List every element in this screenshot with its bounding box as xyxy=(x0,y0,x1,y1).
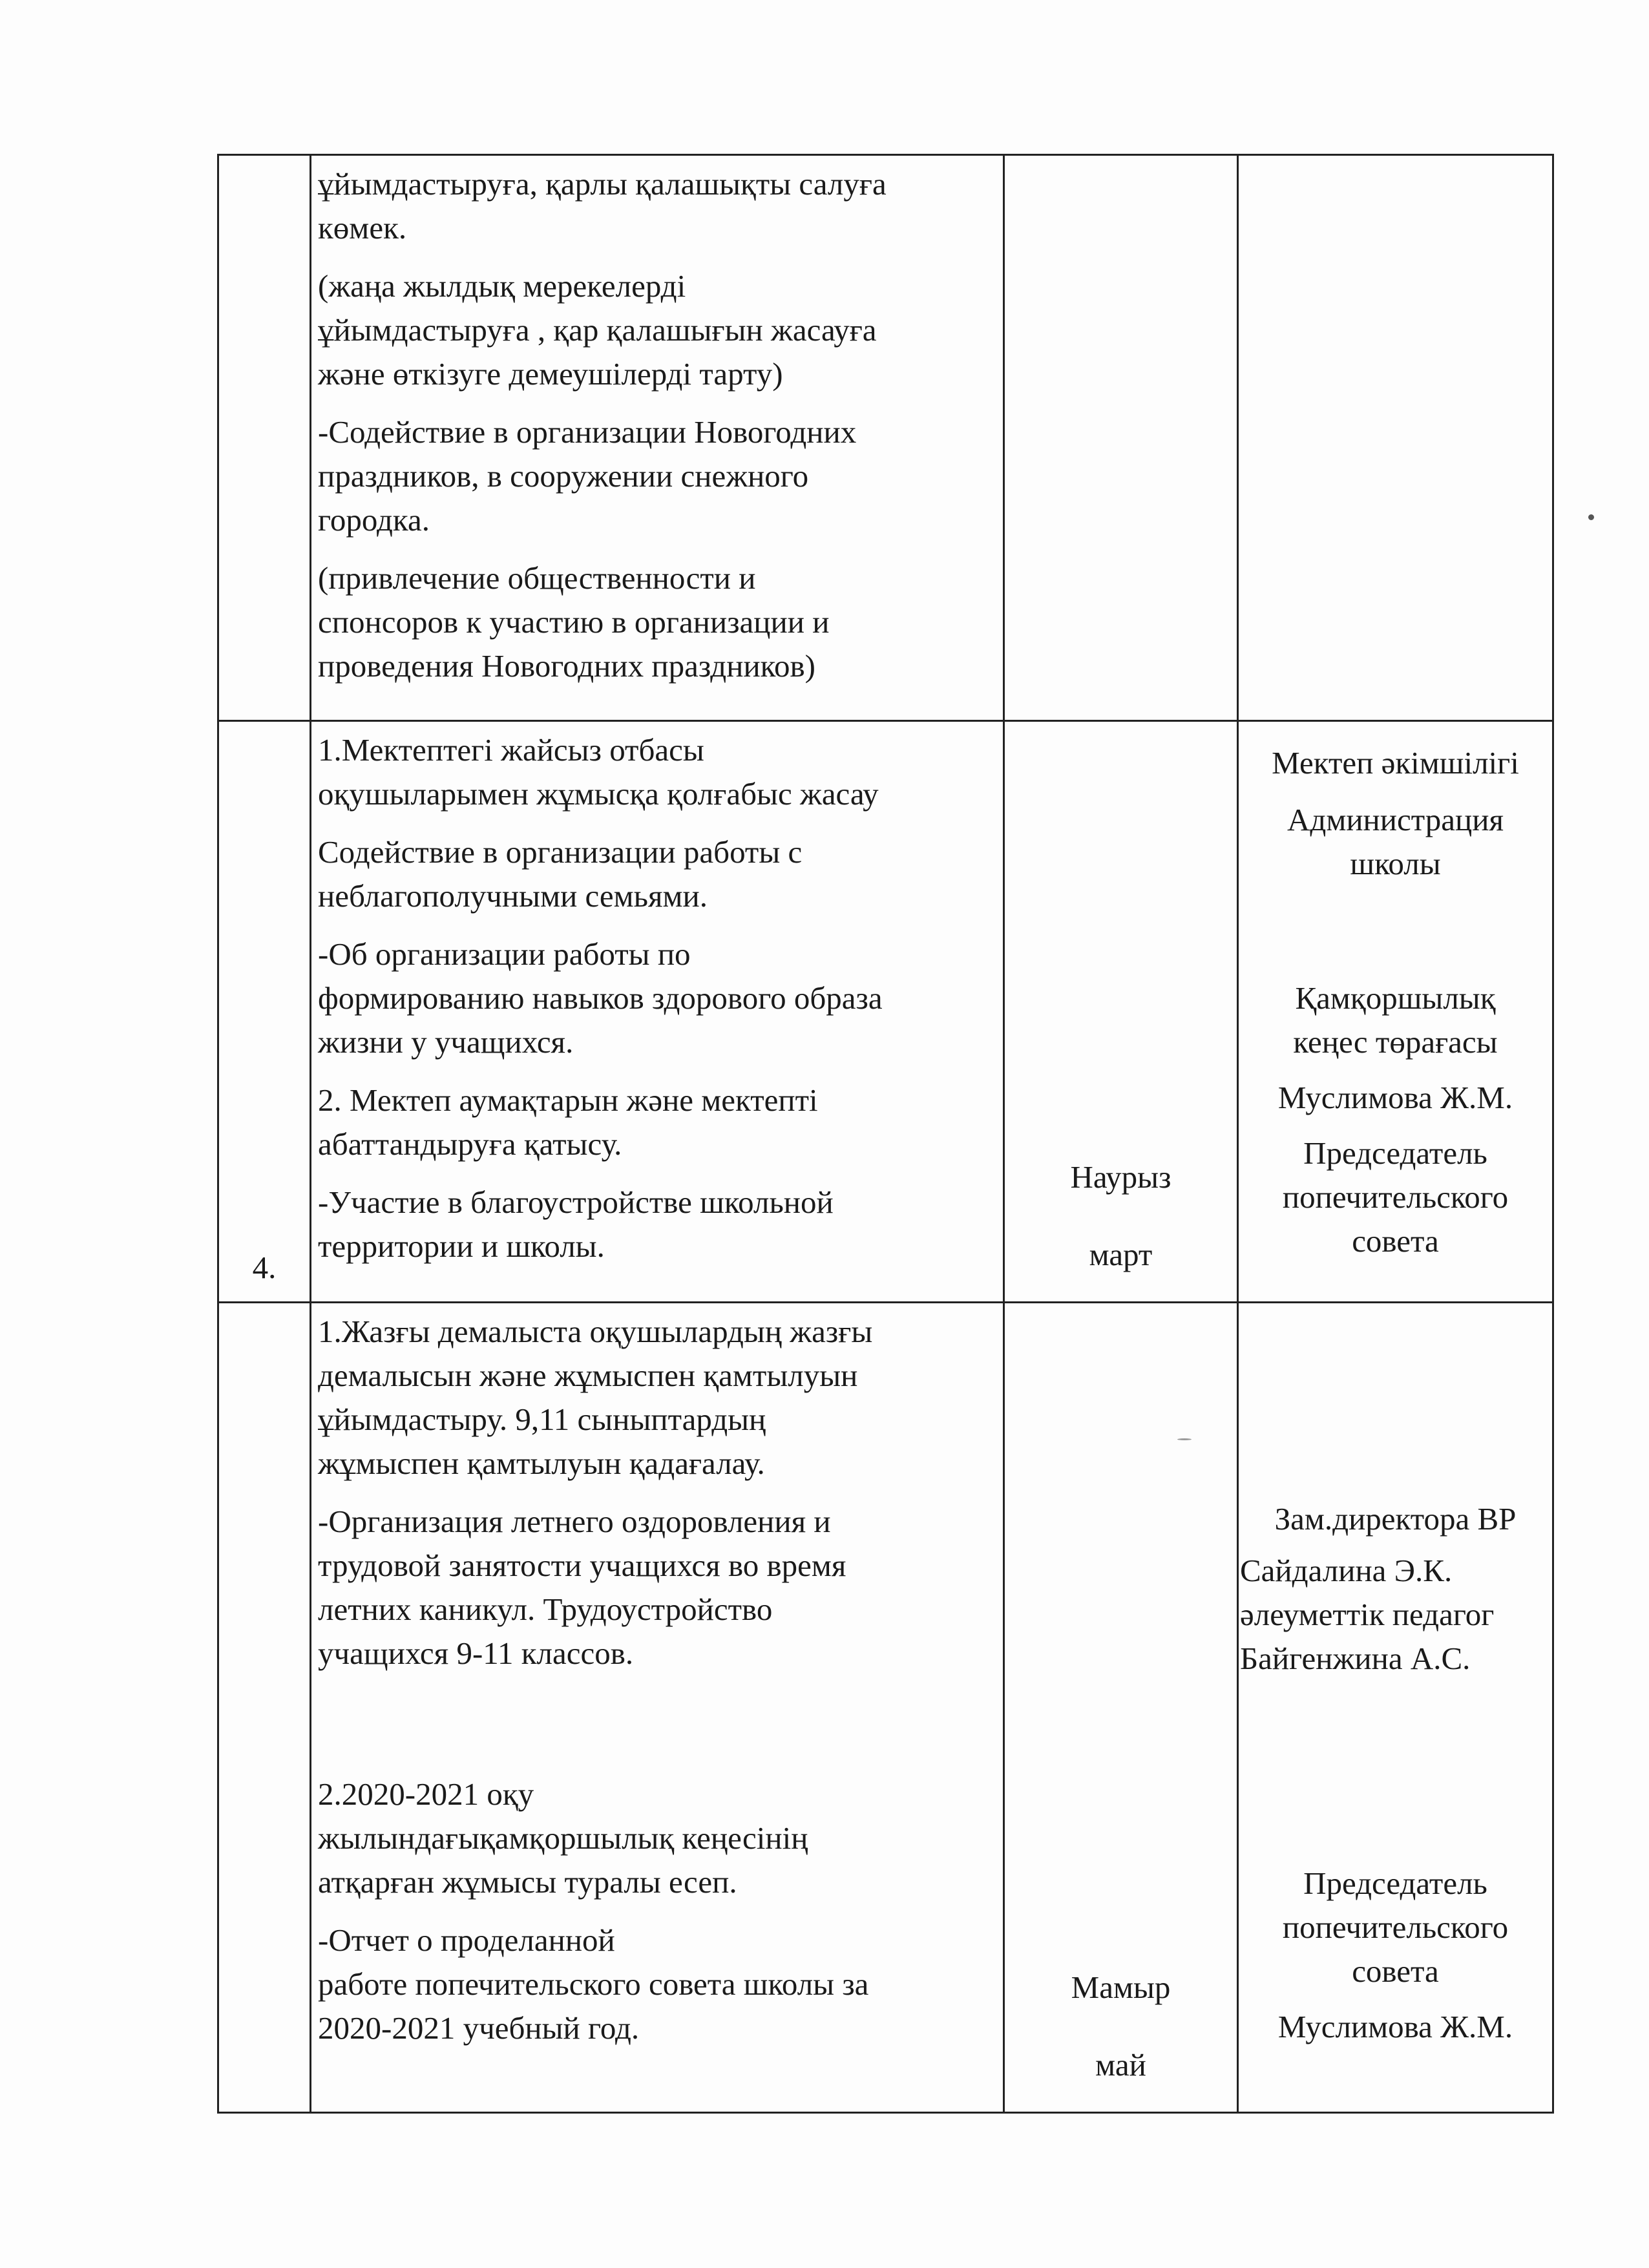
date-kazakh: Мамыр xyxy=(1071,1969,1171,2005)
responsible-line: Қамқоршылық кеңес төрағасы xyxy=(1293,980,1498,1060)
responsible-line: Администрация школы xyxy=(1287,802,1504,881)
responsible-line: Зам.директора ВР xyxy=(1274,1501,1517,1537)
event-paragraph: 1.Жазғы демалыста оқушылардың жазғы демалысын және жұмыспен қамтылуын ұйымдастыру. 9,11 сыныптардың жұмыспен қамтылуын қадағалау. xyxy=(318,1314,873,1481)
event-paragraph: ұйымдастыруға, қарлы қалашықты салуға көмек. xyxy=(318,166,887,246)
responsible-cell xyxy=(1238,721,1553,1303)
event-paragraph: (привлечение общественности и спонсоров к участию в организации и проведения Новогодних праздников) xyxy=(318,560,830,684)
event-paragraph: 1.Мектептегі жайсыз отбасы оқушыларымен жұмысқа қолғабыс жасау xyxy=(318,732,879,812)
event-paragraph: -Отчет о проделанной работе попечительского совета школы за 2020-2021 учебный год. xyxy=(318,1922,869,2046)
responsible-line: Мектеп әкімшілігі xyxy=(1272,745,1519,781)
responsible-line: Муслимова Ж.М. xyxy=(1277,1080,1513,1115)
responsible-line: Муслимова Ж.М. xyxy=(1277,2009,1513,2044)
date-cell xyxy=(1004,1303,1238,2113)
responsible-cell xyxy=(1238,155,1553,721)
event-cell xyxy=(311,1303,1004,2113)
event-cell xyxy=(311,721,1004,1303)
date-russian: май xyxy=(1095,2047,1146,2083)
responsible-line: әлеуметтік педагог xyxy=(1240,1597,1495,1632)
responsible-line: Председатель попечительского совета xyxy=(1282,1865,1509,1989)
table-row xyxy=(218,155,1553,721)
responsible-line: Байгенжина А.С. xyxy=(1240,1641,1471,1676)
row-number-cell xyxy=(218,1303,311,2113)
date-russian: март xyxy=(1089,1237,1153,1272)
event-paragraph: Содействие в организации работы с неблагополучными семьями. xyxy=(318,834,803,914)
date-cell xyxy=(1004,155,1238,721)
table-row xyxy=(218,721,1553,1303)
row-number: 4. xyxy=(252,1250,277,1285)
event-paragraph: -Организация летнего оздоровления и трудовой занятости учащихся во время летних каникул. Трудоустройство учащихся 9-11 классов. xyxy=(318,1504,846,1671)
event-cell xyxy=(311,155,1004,721)
date-cell xyxy=(1004,721,1238,1303)
responsible-line: Председатель попечительского совета xyxy=(1282,1135,1509,1259)
event-paragraph: -Участие в благоустройстве школьной территории и школы. xyxy=(318,1184,834,1264)
event-paragraph: -Об организации работы по формированию навыков здорового образа жизни у учащихся. xyxy=(318,936,883,1060)
event-paragraph: 2. Мектеп аумақтарын және мектепті абаттандыруға қатысу. xyxy=(318,1082,818,1162)
plan-table xyxy=(217,154,1554,2114)
responsible-line: Сайдалина Э.К. xyxy=(1240,1553,1453,1588)
event-paragraph: 2.2020-2021 оқу жылындағықамқоршылық кеңесінің атқарған жұмысы туралы есеп. xyxy=(318,1776,808,1900)
row-number-cell xyxy=(218,721,311,1303)
responsible-cell xyxy=(1238,1303,1553,2113)
row-number-cell xyxy=(218,155,311,721)
scan-speck xyxy=(1588,514,1594,520)
date-kazakh: Наурыз xyxy=(1070,1159,1171,1195)
table-row xyxy=(218,1303,1553,2113)
event-paragraph: (жаңа жылдық мерекелерді ұйымдастыруға , қар қалашығын жасауға және өткізуге демеушілерді тарту) xyxy=(318,268,877,392)
event-paragraph: -Содействие в организации Новогодних праздников, в сооружении снежного городка. xyxy=(318,414,857,538)
